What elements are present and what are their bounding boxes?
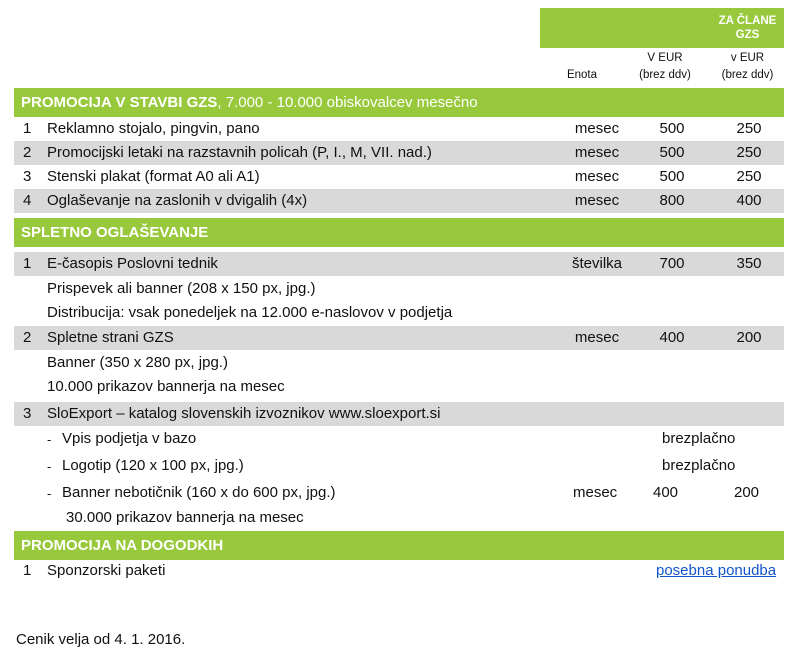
price-col-header-line1: V EUR [647,52,683,64]
row-description: Reklamno stojalo, pingvin, pano [47,120,260,137]
table-row [14,326,784,350]
row-detail: Banner (350 x 280 px, jpg.) [47,354,228,371]
row-description: E-časopis Poslovni tednik [47,255,218,272]
row-detail: Distribucija: vsak ponedeljek na 12.000 e-naslovov v podjetja [47,304,453,321]
row-number: 1 [23,255,32,272]
row-price: 500 [659,120,685,137]
row-member-price: 400 [736,192,762,209]
list-bullet: - [47,459,52,474]
section-title: SPLETNO OGLAŠEVANJE [21,224,209,241]
list-item-member-price: 200 [734,484,760,501]
row-unit: mesec [574,329,620,346]
row-price: 500 [659,168,685,185]
section-subtitle: , 7.000 - 10.000 obiskovalcev mesečno [217,94,478,111]
row-number: 4 [23,192,32,209]
row-description: Sponzorski paketi [47,562,166,579]
row-description: SloExport – katalog slovenskih izvoznikov www.sloexport.si [47,405,441,422]
list-item: Vpis podjetja v bazo [62,430,197,447]
members-title-line1: ZA ČLANE [718,15,777,27]
members-col-header-line1: v EUR [730,52,765,64]
row-number: 2 [23,329,32,346]
row-description: Spletne strani GZS [47,329,174,346]
table-row [14,402,784,426]
row-unit: mesec [574,192,620,209]
table-row [14,252,784,276]
row-price: 700 [659,255,685,272]
list-bullet: - [47,486,52,501]
row-unit: mesec [574,144,620,161]
table-row [14,189,784,213]
row-description: Oglaševanje na zaslonih v dvigalih (4x) [47,192,308,209]
price-list-validity-note: Cenik velja od 4. 1. 2016. [16,631,186,648]
section-title: PROMOCIJA V STAVBI GZS [21,94,218,111]
row-price: 500 [659,144,685,161]
table-row [14,117,784,141]
row-number: 3 [23,168,32,185]
table-row [14,141,784,165]
row-unit: številka [571,255,623,272]
row-price: 400 [659,329,685,346]
members-col-header-line2: (brez ddv) [721,69,774,81]
row-description: Stenski plakat (format A0 ali A1) [47,168,260,185]
section-online-advertising [14,218,784,247]
list-item-value: brezplačno [662,430,736,447]
list-bullet: - [47,432,52,447]
header-price-col-bg [540,8,711,48]
row-number: 1 [23,562,32,579]
row-number: 1 [23,120,32,137]
row-number: 2 [23,144,32,161]
row-member-price: 250 [736,144,762,161]
row-member-price: 200 [736,329,762,346]
unit-column-header: Enota [566,69,598,81]
special-offer-link[interactable]: posebna ponudba [656,562,777,579]
row-detail: 10.000 prikazov bannerja na mesec [47,378,285,395]
section-title: PROMOCIJA NA DOGODKIH [21,537,224,554]
members-title-line2: GZS [735,29,760,41]
row-detail: 30.000 prikazov bannerja na mesec [66,509,304,526]
row-member-price: 350 [736,255,762,272]
row-unit: mesec [574,168,620,185]
list-item: Logotip (120 x 100 px, jpg.) [62,457,244,474]
row-member-price: 250 [736,120,762,137]
section-event-promotion [14,531,784,560]
list-item-value: brezplačno [662,457,736,474]
row-member-price: 250 [736,168,762,185]
row-description: Promocijski letaki na razstavnih policah (P, I., M, VII. nad.) [47,144,432,161]
list-item: Banner nebotičnik (160 x do 600 px, jpg.) [62,484,336,501]
table-row [14,165,784,189]
row-unit: mesec [574,120,620,137]
row-detail: Prispevek ali banner (208 x 150 px, jpg.) [47,280,316,297]
row-price: 800 [659,192,685,209]
section-building-promotion [14,88,784,117]
price-col-header-line2: (brez ddv) [639,69,691,81]
row-number: 3 [23,405,32,422]
list-item-price: 400 [653,484,679,501]
list-item-unit: mesec [573,484,618,501]
